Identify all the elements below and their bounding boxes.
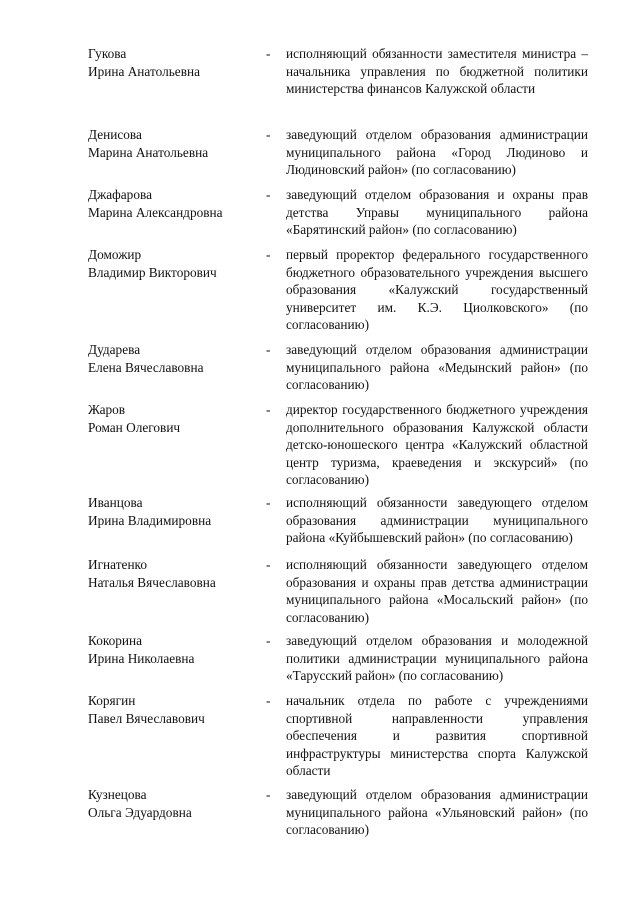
member-position: заведующий отделом образования администрации муниципального района «Город Людиново и Людиновский район» (по согласованию) xyxy=(286,127,588,177)
member-position: исполняющий обязанности заведующего отделом образования и охраны прав детства администрации муниципального района «Мосальский район» (по согласованию) xyxy=(286,557,588,625)
member-surname: Жаров xyxy=(88,402,126,417)
member-name xyxy=(88,786,263,821)
member-given-names: Ирина Николаевна xyxy=(88,650,195,666)
member-position: исполняющий обязанности заместителя министра – начальника управления по бюджетной политики министерства финансов Калужской области xyxy=(286,46,588,96)
member-surname: Кокорина xyxy=(88,633,143,648)
member-given-names: Ольга Эдуардовна xyxy=(88,804,192,820)
member-surname: Игнатенко xyxy=(88,557,147,572)
member-surname: Гукова xyxy=(88,46,127,61)
member-name xyxy=(88,246,263,281)
member-name xyxy=(88,45,263,80)
member-name xyxy=(88,341,263,376)
member-surname: Дударева xyxy=(88,342,141,357)
member-surname: Денисова xyxy=(88,127,142,142)
member-surname: Кузнецова xyxy=(88,787,147,802)
member-name xyxy=(88,401,263,436)
dash-separator: - xyxy=(266,693,271,708)
member-surname: Джафарова xyxy=(88,187,152,202)
member-surname: Иванцова xyxy=(88,495,143,510)
dash-separator: - xyxy=(266,787,271,802)
member-given-names: Владимир Викторович xyxy=(88,264,217,280)
member-position: заведующий отделом образования администрации муниципального района «Ульяновский район» (по согласованию) xyxy=(286,787,588,837)
member-given-names: Марина Анатольевна xyxy=(88,144,209,160)
member-surname: Доможир xyxy=(88,247,142,262)
member-name xyxy=(88,186,263,221)
member-given-names: Марина Александровна xyxy=(88,204,223,220)
member-given-names: Роман Олегович xyxy=(88,419,181,435)
member-surname: Корягин xyxy=(88,693,136,708)
dash-separator: - xyxy=(266,495,271,510)
member-position: директор государственного бюджетного учреждения дополнительного образования Калужской области детско-юношеского центра «Калужский областной центр туризма, краеведения и экскурсий» (по согласованию) xyxy=(286,402,588,487)
member-position: исполняющий обязанности заведующего отделом образования администрации муниципального района «Куйбышевский район» (по согласованию) xyxy=(286,495,588,545)
member-position: заведующий отделом образования администрации муниципального района «Медынский район» (по согласованию) xyxy=(286,342,588,392)
member-name xyxy=(88,126,263,161)
member-position: заведующий отделом образования и охраны прав детства Управы муниципального района «Барятинский район» (по согласованию) xyxy=(286,187,588,237)
dash-separator: - xyxy=(266,127,271,142)
dash-separator: - xyxy=(266,633,271,648)
dash-separator: - xyxy=(266,46,271,61)
dash-separator: - xyxy=(266,342,271,357)
member-name xyxy=(88,692,263,727)
member-position: заведующий отделом образования и молодежной политики администрации муниципального района «Тарусский район» (по согласованию) xyxy=(286,633,588,683)
dash-separator: - xyxy=(266,187,271,202)
member-position: первый проректор федерального государственного бюджетного образовательного учреждения высшего образования «Калужский государственный университет им. К.Э. Циолковского» (по согласованию) xyxy=(286,247,588,332)
member-given-names: Ирина Анатольевна xyxy=(88,63,200,79)
dash-separator: - xyxy=(266,247,271,262)
member-given-names: Павел Вячеславович xyxy=(88,710,205,726)
member-given-names: Ирина Владимировна xyxy=(88,512,212,528)
member-name xyxy=(88,556,263,591)
member-position: начальник отдела по работе с учреждениями спортивной направленности управления обеспечения и развития спортивной инфраструктуры министерства спорта Калужской области xyxy=(286,693,588,778)
dash-separator: - xyxy=(266,557,271,572)
member-name xyxy=(88,494,263,529)
member-given-names: Наталья Вячеславовна xyxy=(88,574,216,590)
member-name xyxy=(88,632,263,667)
dash-separator: - xyxy=(266,402,271,417)
member-given-names: Елена Вячеславовна xyxy=(88,359,204,375)
